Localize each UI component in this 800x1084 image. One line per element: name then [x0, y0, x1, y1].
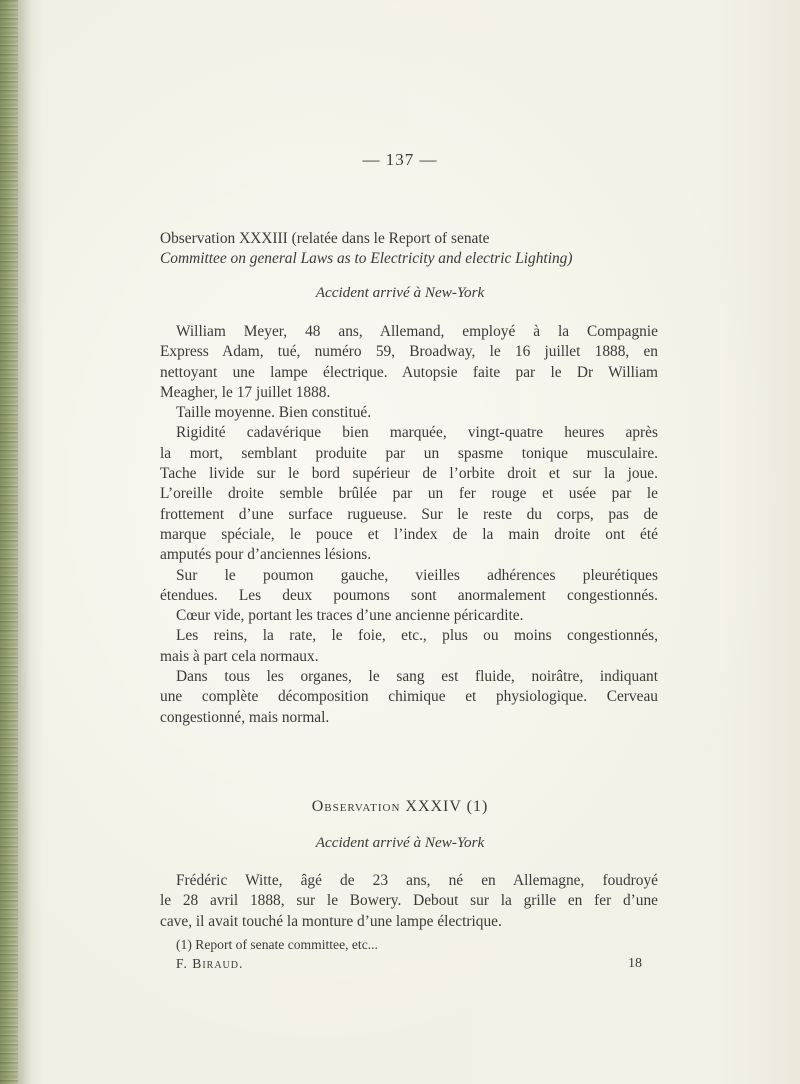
observation-34-heading: Observation XXXIV (1) [311, 798, 489, 815]
observation-34-subheading: Accident arrivé à New-York [315, 834, 485, 851]
body-line: Dans tous les organes, le sang est fluide, noirâtre, indiquant [176, 668, 658, 686]
signature-mark: 18 [628, 956, 642, 971]
observation-33-subheading: Accident arrivé à New-York [315, 284, 485, 301]
observation-33-body [160, 322, 658, 728]
body-line: Sur le poumon gauche, vieilles adhérences pleurétiques [176, 566, 658, 584]
body-line: nettoyant une lampe électrique. Autopsie faite par le Dr William [160, 363, 658, 381]
body-line: étendues. Les deux poumons sont anormalement congestionnés. [160, 586, 658, 604]
body-line: Rigidité cadavérique bien marquée, vingt-quatre heures après [176, 424, 658, 442]
body-line: le 28 avril 1888, sur le Bowery. Debout sur la grille en fer d’une [160, 892, 658, 910]
observation-33-heading-line-1: Observation XXXIII (relatée dans le Report of senate [160, 230, 490, 247]
body-line: Tache livide sur le bord supérieur de l’orbite droit et sur la joue. [160, 465, 658, 483]
body-line: frottement d’une surface rugueuse. Sur le reste du corps, pas de [160, 505, 658, 523]
body-line: mais à part cela normaux. [160, 647, 319, 665]
body-line: Frédéric Witte, âgé de 23 ans, né en Allemagne, foudroyé [176, 872, 658, 889]
body-line: Express Adam, tué, numéro 59, Broadway, le 16 juillet 1888, en [160, 343, 658, 361]
body-line: amputés pour d’anciennes lésions. [160, 546, 372, 564]
body-line: congestionné, mais normal. [160, 708, 330, 726]
body-line: la mort, semblant produite par un spasme tonique musculaire. [160, 444, 658, 462]
body-line: Meagher, le 17 juillet 1888. [160, 383, 331, 401]
body-line: Taille moyenne. Bien constitué. [176, 404, 372, 422]
body-line: marque spéciale, le pouce et l’index de la main droite ont été [160, 525, 658, 543]
observation-33-heading-line-2: Committee on general Laws as to Electricity and electric Lighting) [160, 250, 573, 268]
body-line: William Meyer, 48 ans, Allemand, employé à la Compagnie [176, 323, 658, 340]
body-line: Les reins, la rate, le foie, etc., plus ou moins congestionnés, [176, 627, 658, 645]
observation-34-body [160, 871, 658, 932]
body-line: cave, il avait touché la monture d’une lampe électrique. [160, 912, 502, 930]
body-line: Cœur vide, portant les traces d’une ancienne péricardite. [176, 607, 524, 625]
body-line: une complète décomposition chimique et physiologique. Cerveau [160, 688, 658, 706]
body-line: L’oreille droite semble brûlée par un fer rouge et usée par le [160, 485, 658, 503]
page-number: — 137 — [362, 150, 438, 169]
observation-33-heading [160, 229, 658, 270]
footer-author: F. Biraud. [176, 956, 244, 971]
footnote: (1) Report of senate committee, etc... [176, 937, 378, 952]
